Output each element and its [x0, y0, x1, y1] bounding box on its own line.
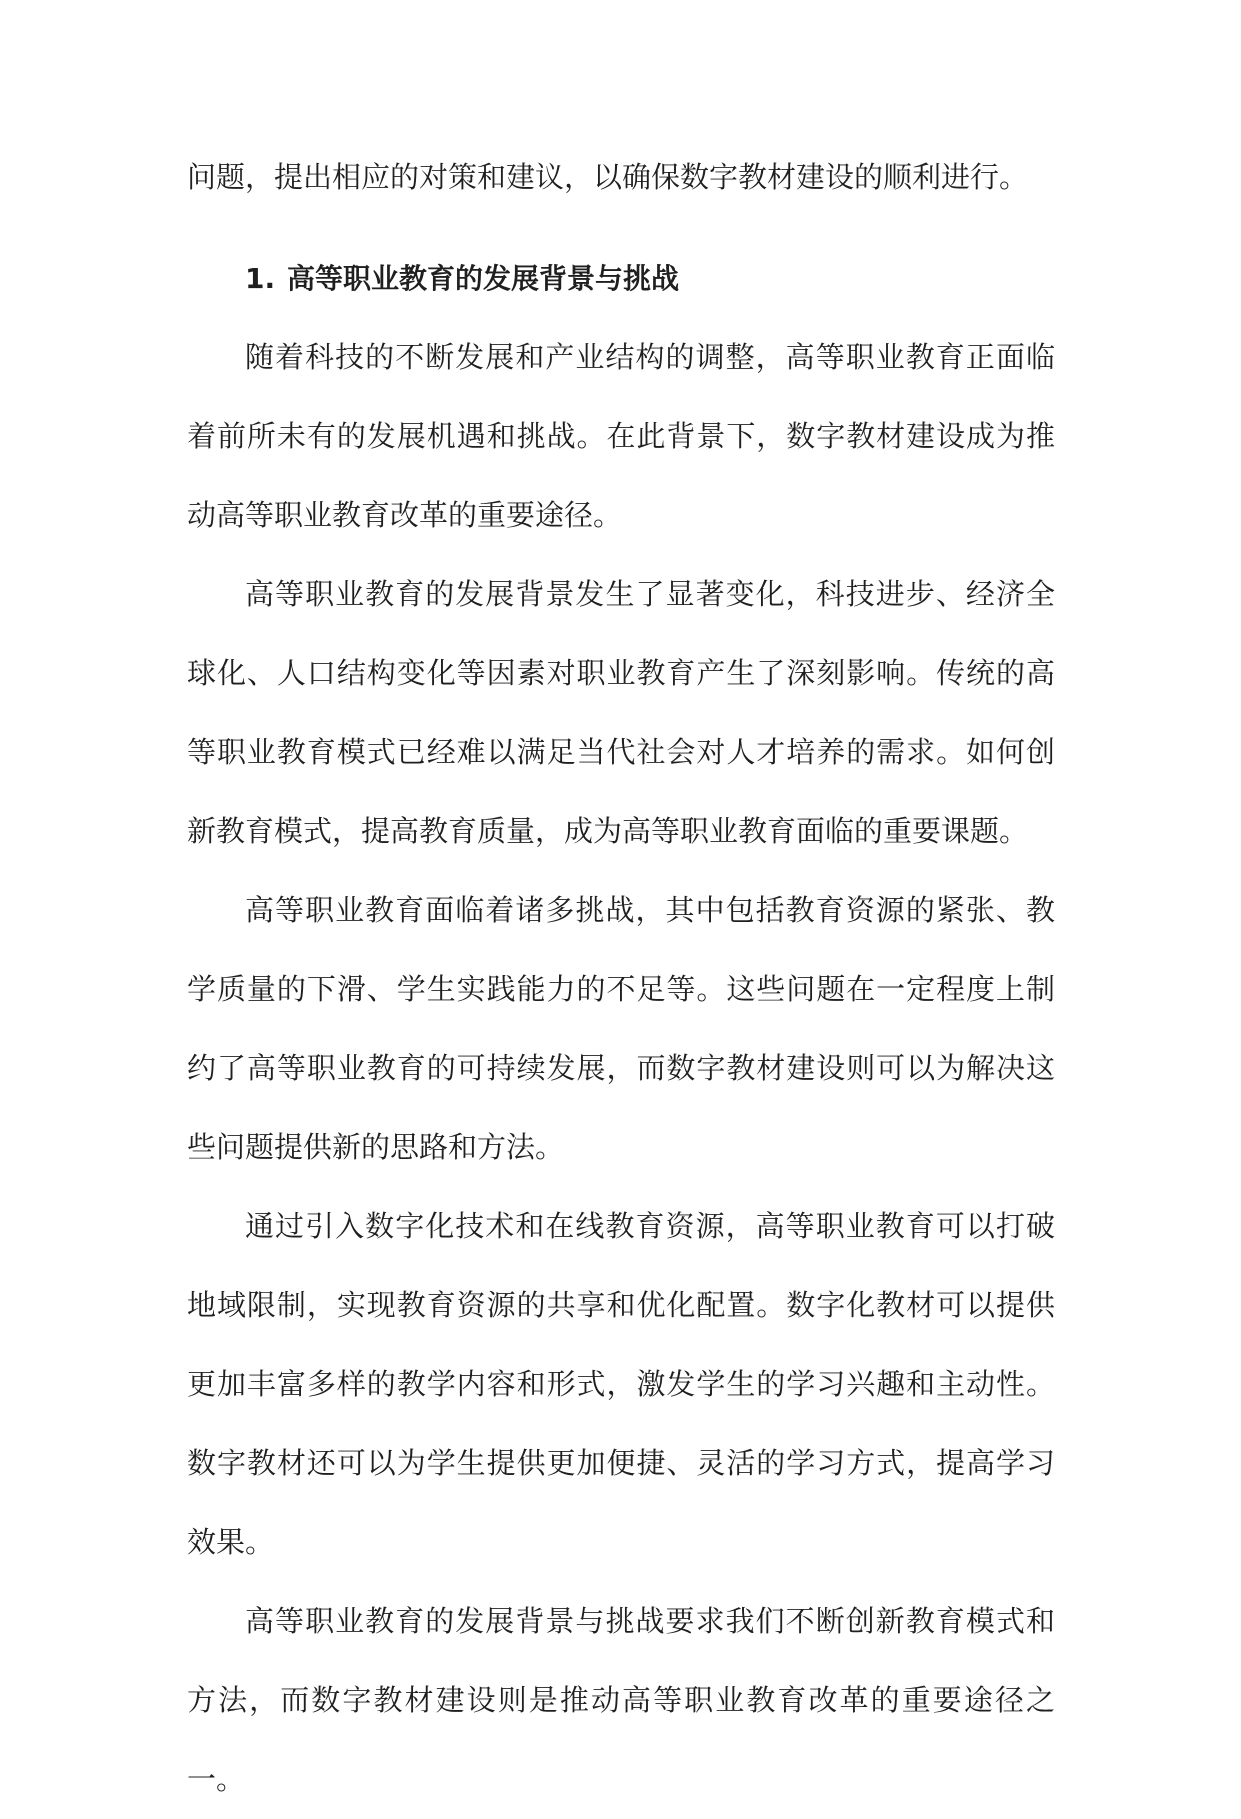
paragraph: 通过引入数字化技术和在线教育资源，高等职业教育可以打破地域限制，实现教育资源的共享和优化配置。数字化教材可以提供更加丰富多样的教学内容和形式，激发学生的学习兴趣和主动性。数字教材还可以为学生提供更加便捷、灵活的学习方式，提高学习效果。 — [187, 1209, 1055, 1559]
paragraph: 高等职业教育面临着诸多挑战，其中包括教育资源的紧张、教学质量的下滑、学生实践能力的不足等。这些问题在一定程度上制约了高等职业教育的可持续发展，而数字教材建设则可以为解决这些问题提供新的思路和方法。 — [187, 893, 1055, 1164]
paragraph: 随着科技的不断发展和产业结构的调整，高等职业教育正面临着前所未有的发展机遇和挑战。在此背景下，数字教材建设成为推动高等职业教育改革的重要途径。 — [187, 340, 1055, 532]
paragraph: 高等职业教育的发展背景与挑战要求我们不断创新教育模式和方法，而数字教材建设则是推动高等职业教育改革的重要途径之一。 — [187, 1604, 1055, 1796]
paragraph: 高等职业教育的发展背景发生了显著变化，科技进步、经济全球化、人口结构变化等因素对职业教育产生了深刻影响。传统的高等职业教育模式已经难以满足当代社会对人才培养的需求。如何创新教育模式，提高教育质量，成为高等职业教育面临的重要课题。 — [187, 577, 1055, 848]
section-heading — [187, 239, 1055, 318]
section-spacer — [187, 217, 1055, 239]
section-number: 1. — [245, 262, 276, 295]
document-body — [187, 138, 1055, 1819]
paragraph-continuation: 问题，提出相应的对策和建议，以确保数字教材建设的顺利进行。 — [187, 160, 1029, 194]
section-title: 高等职业教育的发展背景与挑战 — [287, 262, 680, 295]
